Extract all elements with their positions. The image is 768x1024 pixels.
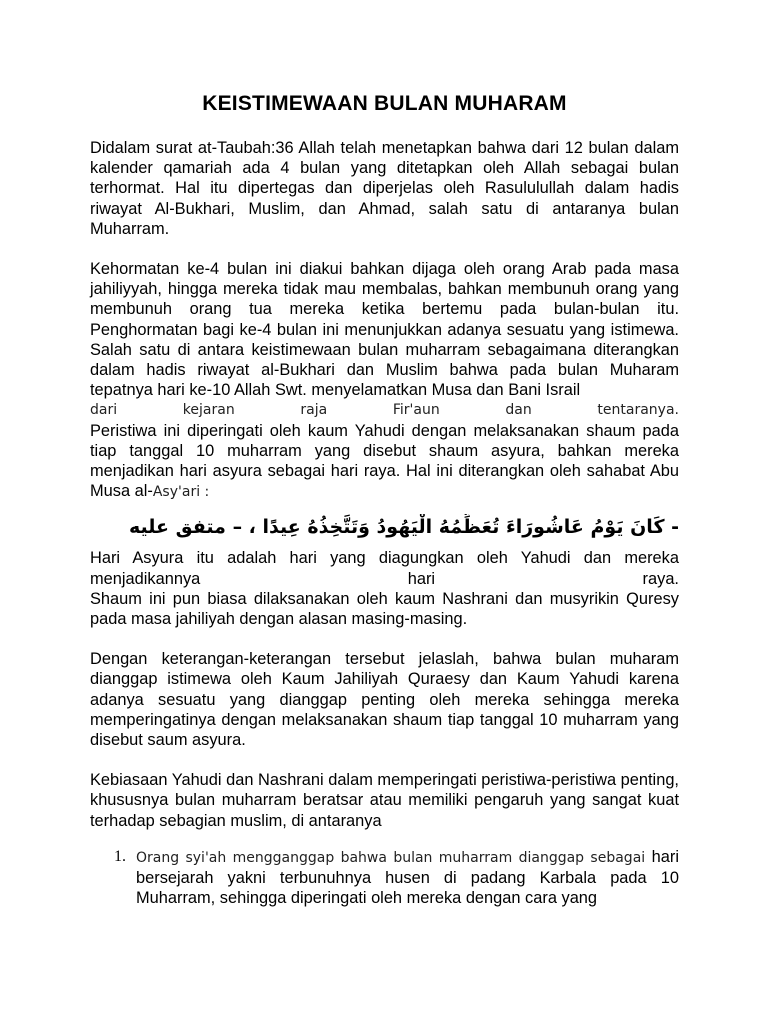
paragraph-4-line-1: Hari Asyura itu adalah hari yang diagungkan oleh Yahudi dan mereka [90, 549, 679, 568]
paragraph-4 [90, 548, 679, 629]
paragraph-4-rest: Shaum ini pun biasa dilaksanakan oleh kaum Nashrani dan musyrikin Quresy pada masa jahiliyah dengan alasan masing-masing. [90, 589, 679, 629]
paragraph-2 [90, 259, 679, 421]
paragraph-2-text: Kehormatan ke-4 bulan ini diakui bahkan dijaga oleh orang Arab pada masa jahiliyyah, hingga mereka tidak mau membalas, bahkan membunuh orang yang membunuh orang tua mereka ketika bertemu pada bulan-bulan itu. Penghormatan bagi ke-4 bulan ini menunjukkan adanya sesuatu yang istimewa. Salah satu di antara keistimewaan bulan muharram sebagaimana diterangkan dalam hadis riwayat al-Bukhari dan Muslim bahwa pada bulan Muharam tepatnya hari ke-10 Allah Swt. menyelamatkan Musa dan Bani Israil [90, 260, 679, 400]
numbered-list [90, 847, 679, 909]
document-page [90, 92, 679, 909]
paragraph-4-line-2: menjadikannya hari raya. [90, 569, 679, 588]
paragraph-3-light: Asy'ari : [152, 484, 210, 501]
paragraph-3 [90, 421, 679, 503]
list-item [90, 847, 679, 909]
document-title: KEISTIMEWAAN BULAN MUHARAM [202, 92, 567, 115]
paragraph-1: Didalam surat at-Taubah:36 Allah telah menetapkan bahwa dari 12 bulan dalam kalender qamariah ada 4 bulan yang ditetapkan oleh Allah sebagai bulan terhormat. Hal itu dipertegas dan diperjelas oleh Rasululullah dalam hadis riwayat Al-Bukhari, Muslim, dan Ahmad, salah satu di antaranya bulan Muharram. [90, 139, 679, 238]
list-item-light-text: Orang syi'ah mengganggap bahwa bulan muharram dianggap sebagai [136, 849, 646, 866]
list-item-text: hari bersejarah yakni terbunuhnya husen di padang Karbala pada 10 Muharram, sehingga diperingati oleh mereka dengan cara yang [136, 847, 679, 908]
paragraph-3-text: Peristiwa ini diperingati oleh kaum Yahudi dengan melaksanakan shaum pada tiap tanggal 10 muharram yang disebut shaum asyura, bahkan mereka menjadikan hari asyura sebagai hari raya. Hal ini diterangkan oleh sahabat Abu Musa al- [90, 421, 679, 501]
arabic-hadith: - كَانَ يَوْمُ عَاشُورَاءَ تُعَظِّمُهُ الْيَهُودُ وَتَتَّخِذُهُ عِيدًا ، – متفق عليه [129, 516, 679, 539]
paragraph-2-light-line: dari kejaran raja Fir'aun dan tentaranya. [90, 402, 679, 419]
paragraph-6: Kebiasaan Yahudi dan Nashrani dalam memperingati peristiwa-peristiwa penting, khususnya bulan muharram beratsar atau memiliki pengaruh yang sangat kuat terhadap sebagian muslim, di antaranya [90, 771, 679, 830]
list-item-number: 1. [114, 847, 126, 865]
paragraph-5: Dengan keterangan-keterangan tersebut jelaslah, bahwa bulan muharam dianggap istimewa oleh Kaum Jahiliyah Quraesy dan Kaum Yahudi karena adanya sesuatu yang dianggap penting oleh mereka sehingga mereka memperingatinya dengan melaksanakan shaum tiap tanggal 10 muharram yang disebut saum asyura. [90, 650, 679, 750]
